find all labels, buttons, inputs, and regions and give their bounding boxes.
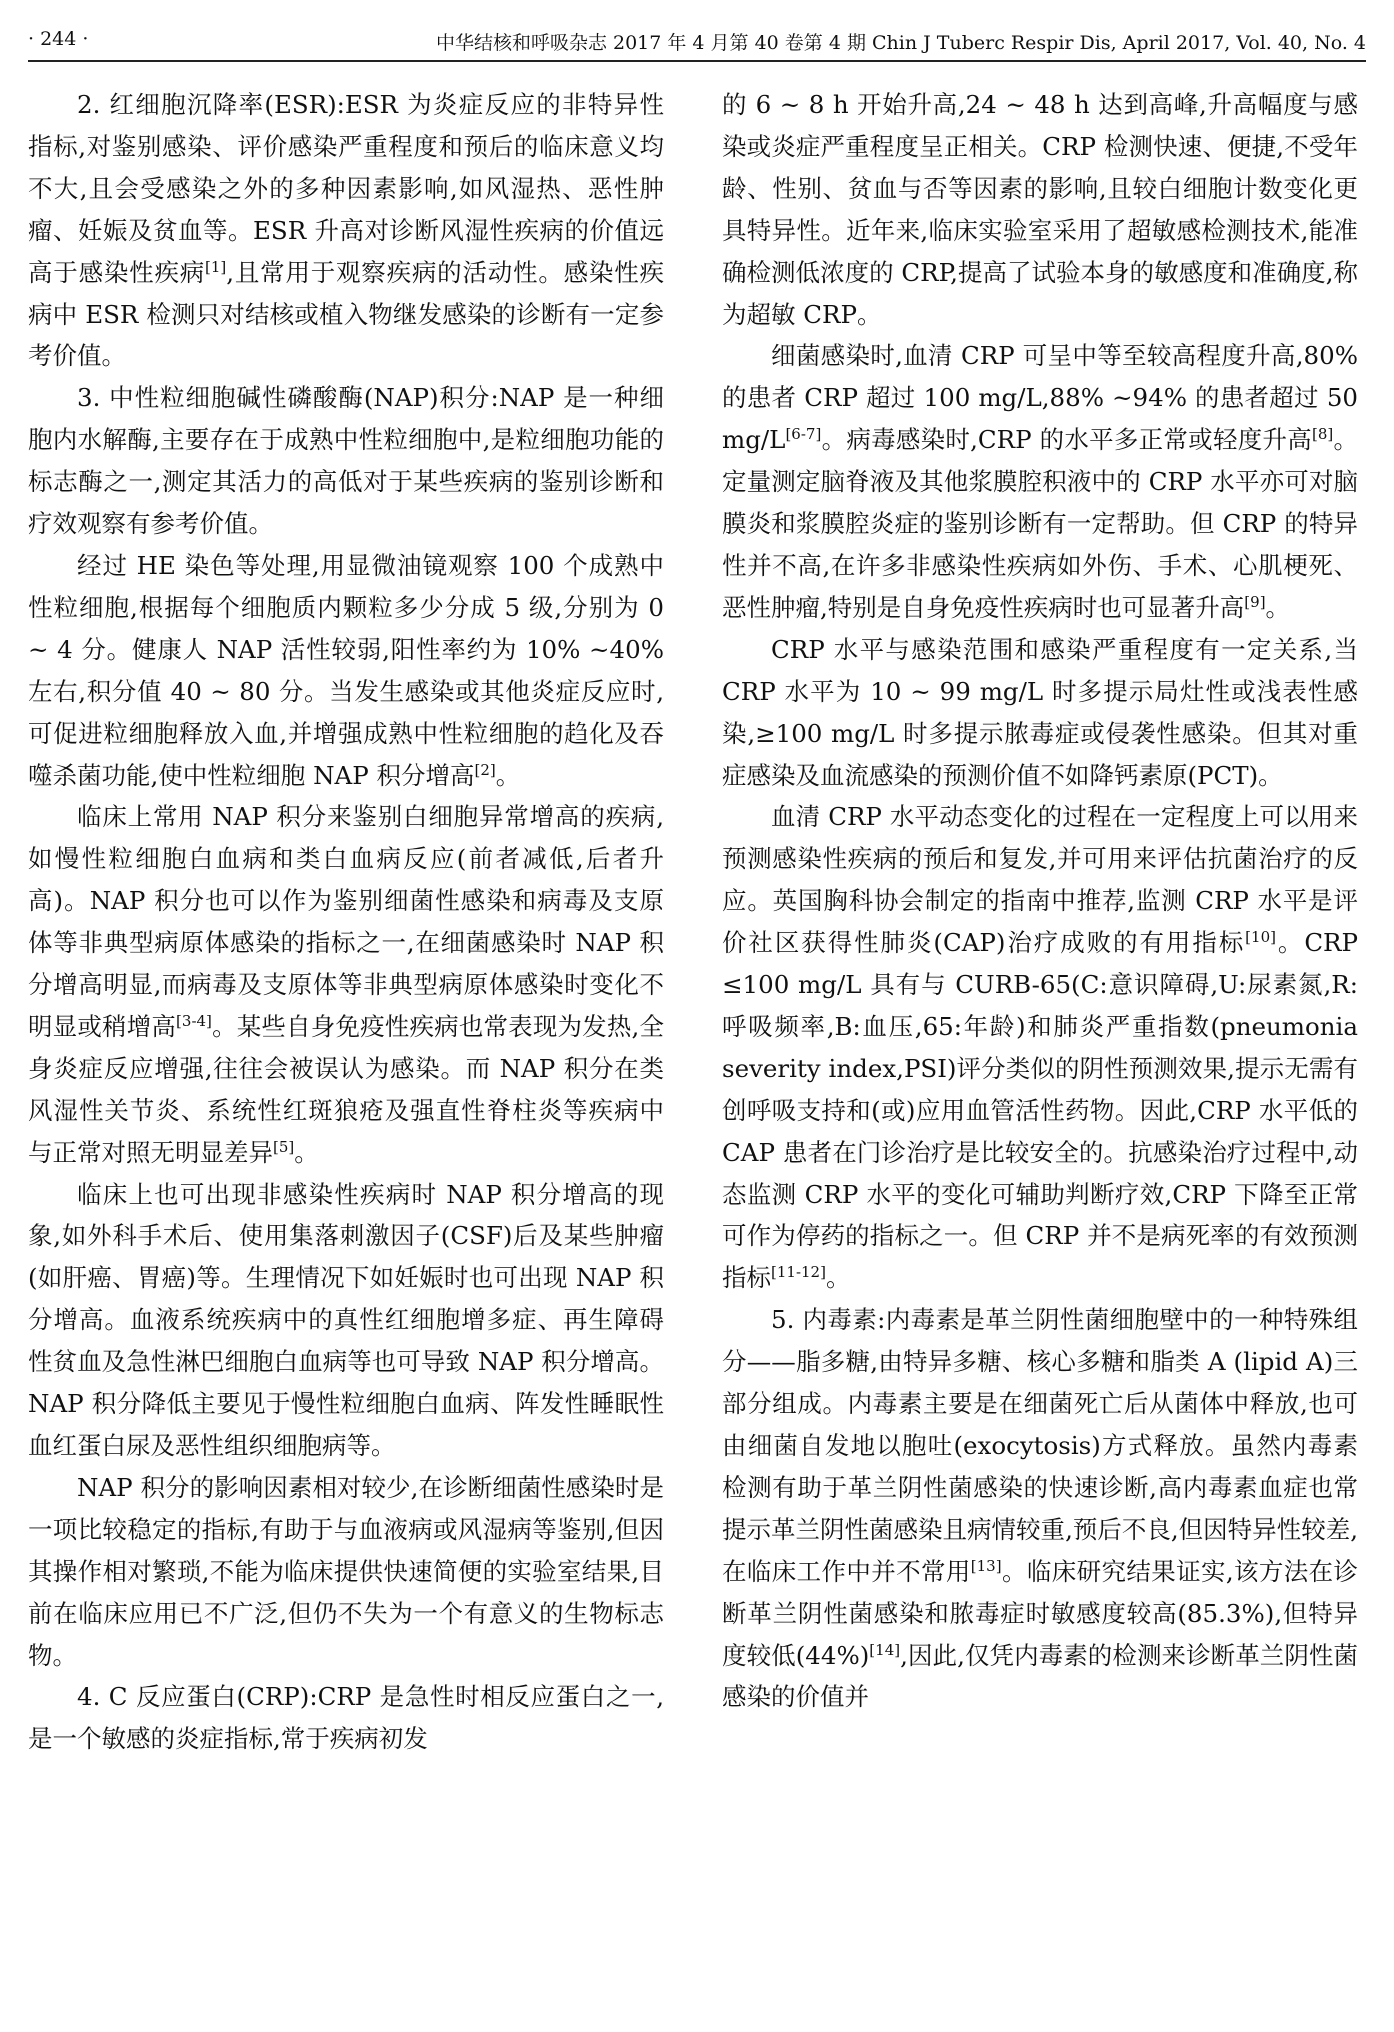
paragraph-nap-summary: NAP 积分的影响因素相对较少,在诊断细菌性感染时是一项比较稳定的指标,有助于与血液病或风湿病等鉴别,但因其操作相对繁琐,不能为临床提供快速简便的实验室结果,目前在临床应用已不广泛,但仍不失为一个有意义的生物标志物。	[28, 1472, 664, 1670]
page-number: · 244 ·	[28, 28, 89, 50]
paragraph-crp-intro: 4. C 反应蛋白(CRP):CRP 是急性时相反应蛋白之一,是一个敏感的炎症指标,常于疾病初发	[28, 1682, 664, 1754]
citation-ref: [3-4]	[176, 1011, 212, 1030]
citation-ref: [8]	[1311, 425, 1334, 444]
paragraph-nap-intro: 3. 中性粒细胞碱性磷酸酶(NAP)积分:NAP 是一种细胞内水解酶,主要存在于成熟中性粒细胞中,是粒细胞功能的标志酶之一,测定其活力的高低对于某些疾病的鉴别诊断和疗效观察有参考价值。	[28, 383, 664, 539]
citation-ref: [1]	[205, 257, 227, 276]
paragraph-crp-bacterial: 细菌感染时,血清 CRP 可呈中等至较高程度升高,80% 的患者 CRP 超过 100 mg/L,88% ~94% 的患者超过 50 mg/L[6-7]。病毒感染时,CRP 的水平多正常或轻度升高[8]。定量测定脑脊液及其他浆膜腔积液中的 CRP 水平亦可对脑膜炎和浆膜腔炎症的鉴别诊断有一定帮助。但 CRP 的特异性并不高,在许多非感染性疾病如外伤、手术、心肌梗死、恶性肿瘤,特别是自身免疫性疾病时也可显著升高[9]。	[722, 341, 1358, 622]
paragraph-endotoxin: 5. 内毒素:内毒素是革兰阴性菌细胞壁中的一种特殊组分——脂多糖,由特异多糖、核心多糖和脂类 A (lipid A)三部分组成。内毒素主要是在细菌死亡后从菌体中释放,也可由细菌自发地以胞吐(exocytosis)方式释放。虽然内毒素检测有助于革兰阴性菌感染的快速诊断,高内毒素血症也常提示革兰阴性菌感染且病情较重,预后不良,但因特异性较差,在临床工作中并不常用[13]。临床研究结果证实,该方法在诊断革兰阴性菌感染和脓毒症时敏感度较高(85.3%),但特异度较低(44%)[14],因此,仅凭内毒素的检测来诊断革兰阴性菌感染的价值并	[722, 1305, 1359, 1712]
paragraph-crp-dynamics: 血清 CRP 水平动态变化的过程在一定程度上可以用来预测感染性疾病的预后和复发,并可用来评估抗菌治疗的反应。英国胸科协会制定的指南中推荐,监测 CRP 水平是评价社区获得性肺炎(CAP)治疗成败的有用指标[10]。CRP ≤100 mg/L 具有与 CURB-65(C:意识障碍,U:尿素氮,R:呼吸频率,B:血压,65:年龄)和肺炎严重指数(pneumonia severity index,PSI)评分类似的阴性预测效果,提示无需有创呼吸支持和(或)应用血管活性药物。因此,CRP 水平低的 CAP 患者在门诊治疗是比较安全的。抗感染治疗过程中,动态监测 CRP 水平的变化可辅助判断疗效,CRP 下降至正常可作为停药的指标之一。但 CRP 并不是病死率的有效预测指标[11-12]。	[722, 802, 1358, 1293]
paragraph-nap-noninfectious: 临床上也可出现非感染性疾病时 NAP 积分增高的现象,如外科手术后、使用集落刺激因子(CSF)后及某些肿瘤(如肝癌、胃癌)等。生理情况下如妊娠时也可出现 NAP 积分增高。血液系统疾病中的真性红细胞增多症、再生障碍性贫血及急性淋巴细胞白血病等也可导致 NAP 积分增高。NAP 积分降低主要见于慢性粒细胞白血病、阵发性睡眠性血红蛋白尿及恶性组织细胞病等。	[28, 1179, 664, 1460]
running-header	[28, 28, 1366, 56]
paragraph-esr: 2. 红细胞沉降率(ESR):ESR 为炎症反应的非特异性指标,对鉴别感染、评价感染严重程度和预后的临床意义均不大,且会受感染之外的多种因素影响,如风湿热、恶性肿瘤、妊娠及贫血等。ESR 升高对诊断风湿性疾病的价值远高于感染性疾病[1],且常用于观察疾病的活动性。感染性疾病中 ESR 检测只对结核或植入物继发感染的诊断有一定参考价值。	[28, 90, 664, 371]
citation-ref: [13]	[970, 1556, 1002, 1575]
paragraph-nap-method: 经过 HE 染色等处理,用显微油镜观察 100 个成熟中性粒细胞,根据每个细胞质内颗粒多少分成 5 级,分别为 0 ~ 4 分。健康人 NAP 活性较弱,阳性率约为 10% ~40% 左右,积分值 40 ~ 80 分。当发生感染或其他炎症反应时,可促进粒细胞释放入血,并增强成熟中性粒细胞的趋化及吞噬杀菌功能,使中性粒细胞 NAP 积分增高[2]。	[28, 550, 664, 790]
citation-ref: [10]	[1245, 927, 1276, 946]
citation-ref: [5]	[273, 1137, 295, 1156]
paragraph-nap-clinical: 临床上常用 NAP 积分来鉴别白细胞异常增高的疾病,如慢性粒细胞白血病和类白血病反应(前者减低,后者升高)。NAP 积分也可以作为鉴别细菌性感染和病毒及支原体等非典型病原体感染的指标之一,在细菌感染时 NAP 积分增高明显,而病毒及支原体等非典型病原体感染时变化不明显或稍增高[3-4]。某些自身免疫性疾病也常表现为发热,全身炎症反应增强,往往会被误认为感染。而 NAP 积分在类风湿性关节炎、系统性红斑狼疮及强直性脊柱炎等疾病中与正常对照无明显差异[5]。	[28, 802, 664, 1167]
citation-ref: [6-7]	[785, 425, 822, 444]
left-column	[28, 84, 664, 1760]
journal-citation-line: 中华结核和呼吸杂志 2017 年 4 月第 40 卷第 4 期 Chin J Tuberc Respir Dis, April 2017, Vol. 40, No. 4	[435, 32, 1366, 54]
paragraph-crp-continued: 的 6 ~ 8 h 开始升高,24 ~ 48 h 达到高峰,升高幅度与感染或炎症严重程度呈正相关。CRP 检测快速、便捷,不受年龄、性别、贫血与否等因素的影响,且较白细胞计数变化更具特异性。近年来,临床实验室采用了超敏感检测技术,能准确检测低浓度的 CRP,提高了试验本身的敏感度和准确度,称为超敏 CRP。	[722, 90, 1358, 329]
citation-ref: [14]	[869, 1640, 901, 1659]
right-column	[722, 84, 1358, 1718]
citation-ref: [11-12]	[771, 1263, 826, 1282]
header-rule	[28, 60, 1366, 62]
citation-ref: [9]	[1244, 592, 1266, 611]
paragraph-crp-severity: CRP 水平与感染范围和感染严重程度有一定关系,当 CRP 水平为 10 ~ 99 mg/L 时多提示局灶性或浅表性感染,≥100 mg/L 时多提示脓毒症或侵袭性感染。但其对重症感染及血流感染的预测价值不如降钙素原(PCT)。	[722, 634, 1358, 790]
citation-ref: [2]	[474, 760, 496, 779]
